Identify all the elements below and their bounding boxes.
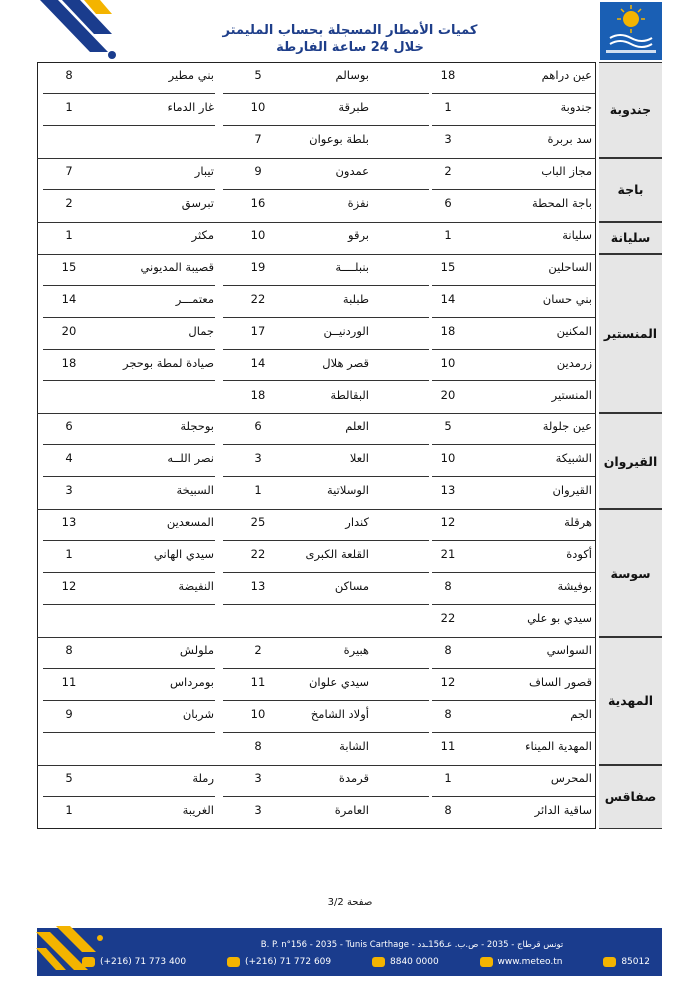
station-name: سليانة [562, 227, 592, 242]
rainfall-value: 10 [440, 355, 456, 370]
rainfall-value: 18 [440, 323, 456, 338]
table-row [37, 158, 596, 190]
rainfall-value: 8 [65, 643, 73, 658]
rainfall-value: 6 [65, 419, 73, 434]
station-name: السواسي [546, 643, 592, 658]
phone-icon [372, 957, 385, 967]
table-row [37, 605, 596, 637]
table-row [37, 445, 596, 477]
rainfall-value: 9 [254, 163, 262, 178]
rainfall-value: 11 [440, 738, 456, 753]
station-name: بوفيشة [557, 579, 592, 594]
station-name: نفزة [347, 195, 369, 210]
fax-icon [227, 957, 240, 967]
station-name: شربان [182, 707, 214, 721]
rainfall-table [37, 62, 662, 832]
table-row [37, 541, 596, 573]
rainfall-value: 22 [250, 291, 266, 306]
table-row [37, 126, 596, 158]
rainfall-value: 3 [254, 770, 262, 785]
station-name: مكثر [191, 227, 214, 242]
table-row [37, 62, 596, 94]
station-name: قصور الساف [528, 675, 592, 690]
rainfall-value: 14 [61, 291, 77, 306]
table-row [37, 318, 596, 350]
footer-stripes-decoration [36, 926, 116, 978]
rainfall-value: 21 [440, 547, 456, 562]
rainfall-value [55, 739, 83, 757]
station-name: ملولش [179, 643, 214, 658]
station-name: الوردنيــن [323, 323, 369, 338]
station-name: العلم [345, 419, 369, 434]
footer-contact-text: (+216) 71 773 400 [100, 957, 187, 967]
station-name: بوسالم [335, 68, 369, 82]
rainfall-value: 7 [65, 163, 73, 178]
station-name: الجم [570, 707, 592, 721]
table-row [37, 669, 596, 701]
rainfall-value: 1 [444, 227, 452, 242]
station-name: بومرداس [169, 675, 214, 690]
rainfall-value: 8 [444, 802, 452, 817]
station-name: عين دراهم [541, 68, 592, 82]
rainfall-value: 13 [440, 483, 456, 498]
rainfall-value: 8 [65, 68, 73, 82]
table-row [37, 797, 596, 829]
station-name: معتمـــر [175, 291, 214, 306]
rainfall-value: 20 [440, 387, 456, 402]
title-line-1: كميات الأمطار المسجلة بحساب المليمتر [222, 23, 478, 38]
table-row [37, 765, 596, 797]
station-name: السبيخة [176, 483, 214, 498]
rainfall-value: 7 [254, 131, 262, 146]
station-name: المكنين [556, 323, 592, 338]
station-name: جندوبة [560, 99, 592, 114]
station-name: رملة [192, 770, 214, 785]
table-row [37, 733, 596, 765]
station-name: قرمدة [338, 770, 369, 785]
footer-contact [480, 957, 563, 967]
station-name: باجة المحطة [531, 195, 592, 210]
station-name: جمال [188, 323, 214, 338]
footer-contact-text: 8840 0000 [390, 957, 439, 967]
station-name: تبرسق [181, 195, 214, 210]
page-number: صفحة 3/2 [327, 897, 373, 908]
rainfall-value: 1 [444, 99, 452, 114]
governorate-cell: سوسة [599, 509, 662, 637]
title-line-2: خلال 24 ساعة الفارطة [276, 40, 424, 55]
station-name: البقالطة [330, 387, 369, 402]
governorate-cell: القيروان [599, 413, 662, 509]
rainfall-value: 13 [250, 579, 266, 594]
rainfall-value: 5 [444, 419, 452, 434]
station-name: بلطة بوعوان [309, 131, 369, 146]
rainfall-value: 11 [61, 675, 77, 690]
sms-icon [603, 957, 616, 967]
rainfall-value: 1 [254, 483, 262, 498]
table-row [37, 222, 596, 254]
rainfall-value: 10 [250, 227, 266, 242]
rainfall-value: 1 [65, 547, 73, 562]
rainfall-value: 13 [61, 515, 77, 530]
station-name: برقو [348, 227, 369, 242]
rainfall-value: 14 [440, 291, 456, 306]
rainfall-value [55, 388, 83, 406]
governorate-cell: المنستير [599, 254, 662, 414]
station-name: المحرس [550, 770, 592, 785]
rainfall-value: 16 [250, 195, 266, 210]
rainfall-value: 18 [250, 387, 266, 402]
globe-icon [480, 957, 493, 967]
table-row [37, 286, 596, 318]
governorate-cell: جندوبة [599, 62, 662, 158]
footer-contact-text: (+216) 71 772 609 [245, 957, 332, 967]
station-name: هبيرة [343, 643, 369, 658]
rainfall-value: 22 [250, 547, 266, 562]
station-name: عمدون [335, 163, 369, 178]
station-name: سيدي علوان [308, 675, 369, 690]
station-name: المسعدين [166, 515, 214, 530]
rainfall-value: 9 [65, 707, 73, 721]
rainfall-value: 3 [254, 451, 262, 466]
station-name: قصيبة المديوني [140, 259, 214, 274]
rainfall-value: 5 [65, 770, 73, 785]
station-name: مساكن [334, 579, 369, 594]
rainfall-value: 20 [61, 323, 77, 338]
rainfall-value: 8 [254, 738, 262, 753]
station-name: عين جلولة [542, 419, 592, 434]
rainfall-value: 19 [250, 259, 266, 274]
governorate-cell: باجة [599, 158, 662, 222]
rainfall-value: 8 [444, 579, 452, 594]
rainfall-value: 10 [250, 99, 266, 114]
station-name: المنستير [551, 387, 592, 402]
rainfall-value: 8 [444, 643, 452, 658]
rainfall-value: 12 [61, 579, 77, 594]
rainfall-value: 22 [440, 611, 456, 626]
station-name: العلا [349, 451, 369, 466]
rainfall-value: 10 [440, 451, 456, 466]
footer-contacts [82, 957, 650, 967]
table-row [37, 94, 596, 126]
station-name: كندار [345, 515, 369, 530]
rainfall-value: 12 [440, 515, 456, 530]
station-name: العامرة [334, 802, 369, 817]
station-name: الساحلين [548, 259, 592, 274]
rainfall-value: 5 [254, 68, 262, 82]
table-row [37, 350, 596, 382]
station-name: الغريبة [182, 802, 214, 817]
table-row [37, 477, 596, 509]
rainfall-value: 8 [444, 707, 452, 721]
station-name: بوحجلة [180, 419, 214, 434]
rainfall-value [55, 611, 83, 629]
footer-contact-text: 85012 [621, 957, 650, 967]
station-name: بني حسان [542, 291, 592, 306]
rainfall-value: 1 [65, 227, 73, 242]
rainfall-value: 17 [250, 323, 266, 338]
station-name: طبلبة [342, 291, 369, 306]
table-row [37, 573, 596, 605]
header-stripes-decoration [0, 0, 130, 70]
station-name: أكودة [566, 547, 592, 562]
table-row [37, 509, 596, 541]
footer-address: B. P. n°156 - 2035 - Tunis Carthage - تونس قرطاج - 2035 - ص.ب. عـ156ـدد [260, 940, 564, 950]
station-name: القيروان [552, 483, 592, 498]
rainfall-value: 3 [65, 483, 73, 498]
rainfall-value: 3 [254, 802, 262, 817]
institute-logo [600, 2, 662, 60]
rainfall-value: 18 [440, 68, 456, 82]
station-name: النفيضة [178, 579, 214, 594]
station-name: أولاد الشامخ [310, 707, 369, 721]
governorate-cell: صفاقس [599, 765, 662, 829]
rainfall-value: 1 [444, 770, 452, 785]
station-name: هرقلة [564, 515, 592, 530]
rainfall-value: 11 [250, 675, 266, 690]
rainfall-value: 2 [444, 163, 452, 178]
document-title [180, 22, 520, 56]
station-name: ساقية الدائر [534, 802, 592, 817]
rainfall-value: 6 [254, 419, 262, 434]
station-name: نصر اللــه [167, 451, 214, 466]
rainfall-value: 4 [65, 451, 73, 466]
rainfall-value: 18 [61, 355, 77, 370]
table-row [37, 254, 596, 286]
footer-bar [37, 928, 662, 976]
rainfall-value: 15 [61, 259, 77, 274]
station-name: سيدي الهاني [153, 547, 214, 562]
station-name: سد بربرة [547, 131, 592, 146]
rainfall-value: 3 [444, 131, 452, 146]
station-name: بني مطير [168, 68, 214, 82]
rainfall-value: 6 [444, 195, 452, 210]
station-name: بنبلــــة [335, 259, 369, 274]
station-name: صيادة لمطة بوحجر [123, 355, 214, 370]
rainfall-value: 15 [440, 259, 456, 274]
station-name: سيدي بو علي [527, 611, 592, 626]
footer-contact-text: www.meteo.tn [497, 957, 563, 967]
rainfall-value: 10 [250, 707, 266, 721]
rainfall-value: 1 [65, 802, 73, 817]
governorate-cell: سليانة [599, 222, 662, 254]
footer-contact [603, 957, 650, 967]
rainfall-value: 14 [250, 355, 266, 370]
rainfall-value: 2 [65, 195, 73, 210]
station-name: تيبار [194, 163, 214, 178]
table-row [37, 701, 596, 733]
rainfall-value: 1 [65, 99, 73, 114]
rainfall-value [55, 132, 83, 150]
station-name: قصر هلال [322, 355, 369, 370]
table-row [37, 637, 596, 669]
station-name: زرمدين [556, 355, 592, 370]
table-row [37, 382, 596, 414]
station-name: القلعة الكبرى [305, 547, 369, 562]
station-name: الشابة [339, 738, 369, 753]
rainfall-value: 2 [254, 643, 262, 658]
station-name: غار الدماء [167, 99, 214, 114]
rainfall-value: 12 [440, 675, 456, 690]
table-row [37, 190, 596, 222]
footer-contact [372, 957, 439, 967]
station-name: طبرقة [338, 99, 369, 114]
footer-contact [227, 957, 331, 967]
rainfall-value [244, 611, 272, 629]
station-name: المهدية الميناء [525, 738, 592, 753]
station-name: مجاز الباب [541, 163, 592, 178]
governorate-cell: المهدية [599, 637, 662, 765]
station-name: الشبيكة [555, 451, 592, 466]
station-name: الوسلاتية [327, 483, 369, 498]
table-row [37, 413, 596, 445]
rainfall-value: 25 [250, 515, 266, 530]
